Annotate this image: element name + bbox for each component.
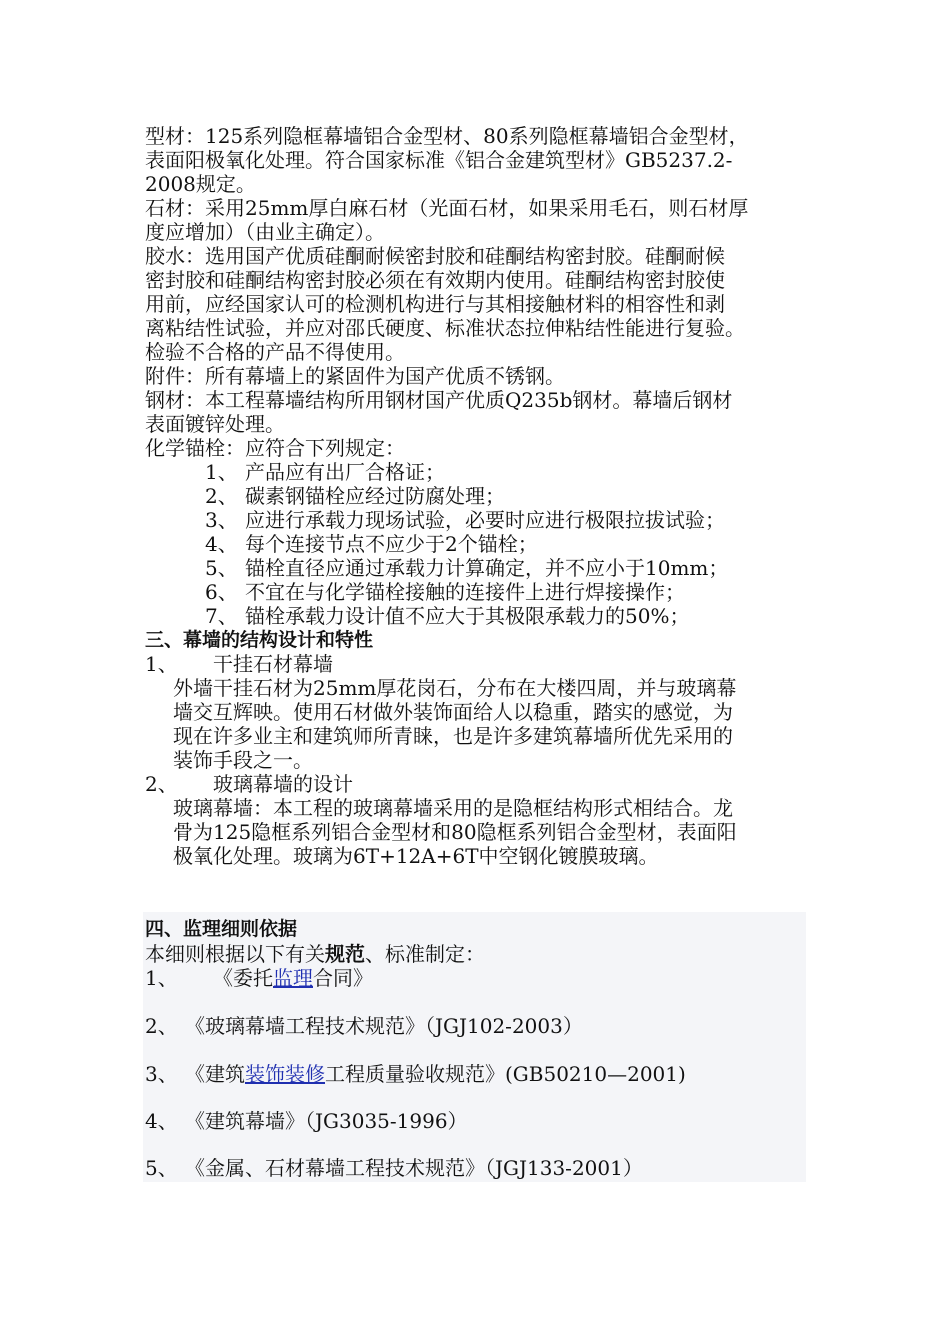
- section-3-item-2-line: 极氧化处理。玻璃为6T+12A+6T中空钢化镀膜玻璃。: [173, 844, 659, 868]
- anchor-item: 7、 锚栓承载力设计值不应大于其极限承载力的50%；: [205, 604, 690, 628]
- anchor-item: 6、 不宜在与化学锚栓接触的连接件上进行焊接操作；: [205, 580, 685, 604]
- supervision-link[interactable]: 监理: [273, 966, 313, 990]
- reference-item-3: 3、 《建筑装饰装修工程质量验收规范》(GB50210—2001): [145, 1062, 686, 1086]
- decoration-link[interactable]: 装饰装修: [245, 1062, 325, 1086]
- section-3-heading: 三、幕墙的结构设计和特性: [145, 629, 374, 651]
- section-3-item-2-title: 2、 玻璃幕墙的设计: [145, 772, 353, 796]
- sealant-line-2: 密封胶和硅酮结构密封胶必须在有效期内使用。硅酮结构密封胶使: [145, 268, 725, 292]
- section-3-item-1-line: 墙交互辉映。使用石材做外装饰面给人以稳重，踏实的感觉，为: [173, 700, 733, 724]
- stone-line-2: 度应增加）（由业主确定）。: [145, 220, 385, 244]
- reference-item-5: 5、 《金属、石材幕墙工程技术规范》（JGJ133-2001）: [145, 1156, 643, 1180]
- sealant-line-1: 胶水：选用国产优质硅酮耐候密封胶和硅酮结构密封胶。硅酮耐候: [145, 244, 725, 268]
- profile-line-3: 2008规定。: [145, 172, 256, 196]
- anchor-list: [145, 460, 835, 628]
- profile-line-1: 型材：125系列隐框幕墙铝合金型材、80系列隐框幕墙铝合金型材，: [145, 124, 749, 148]
- steel-line-1: 钢材：本工程幕墙结构所用钢材国产优质Q235b钢材。幕墙后钢材: [145, 388, 733, 412]
- section-3-item-1-title: 1、 干挂石材幕墙: [145, 652, 333, 676]
- section-3-item-2-line: 骨为125隐框系列铝合金型材和80隐框系列铝合金型材，表面阳: [173, 820, 737, 844]
- sealant-line-3: 用前，应经国家认可的检测机构进行与其相接触材料的相容性和剥: [145, 292, 725, 316]
- section-3-item-1-line: 外墙干挂石材为25mm厚花岗石，分布在大楼四周，并与玻璃幕: [173, 676, 737, 700]
- sealant-line-4: 离粘结性试验，并应对邵氏硬度、标准状态拉伸粘结性能进行复验。: [145, 316, 745, 340]
- reference-item-4: 4、 《建筑幕墙》（JG3035-1996）: [145, 1109, 468, 1133]
- steel-line-2: 表面镀锌处理。: [145, 412, 285, 436]
- section-4-intro: 本细则根据以下有关规范、标准制定：: [145, 942, 485, 966]
- materials-block: [145, 124, 835, 868]
- reference-item-2: 2、 《玻璃幕墙工程技术规范》（JGJ102-2003）: [145, 1014, 583, 1038]
- section-3-item-1-line: 装饰手段之一。: [173, 748, 313, 772]
- anchor-title: 化学锚栓：应符合下列规定：: [145, 436, 405, 460]
- anchor-item: 3、 应进行承载力现场试验，必要时应进行极限拉拔试验；: [205, 508, 725, 532]
- reference-item-1: 1、 《委托监理合同》: [145, 966, 373, 990]
- profile-line-2: 表面阳极氧化处理。符合国家标准《铝合金建筑型材》GB5237.2-: [145, 148, 733, 172]
- section-3-item-2-line: 玻璃幕墙：本工程的玻璃幕墙采用的是隐框结构形式相结合。龙: [173, 796, 733, 820]
- anchor-item: 1、 产品应有出厂合格证；: [205, 460, 445, 484]
- fittings-line: 附件：所有幕墙上的紧固件为国产优质不锈钢。: [145, 364, 565, 388]
- stone-line-1: 石材：采用25mm厚白麻石材（光面石材，如果采用毛石，则石材厚: [145, 196, 749, 220]
- section-4-heading: 四、监理细则依据: [145, 918, 298, 940]
- section-3-item-1-line: 现在许多业主和建筑师所青睐，也是许多建筑幕墙所优先采用的: [173, 724, 733, 748]
- anchor-item: 2、 碳素钢锚栓应经过防腐处理；: [205, 484, 505, 508]
- anchor-item: 5、 锚栓直径应通过承载力计算确定，并不应小于10mm；: [205, 556, 729, 580]
- sealant-line-5: 检验不合格的产品不得使用。: [145, 340, 405, 364]
- anchor-item: 4、 每个连接节点不应少于2个锚栓；: [205, 532, 538, 556]
